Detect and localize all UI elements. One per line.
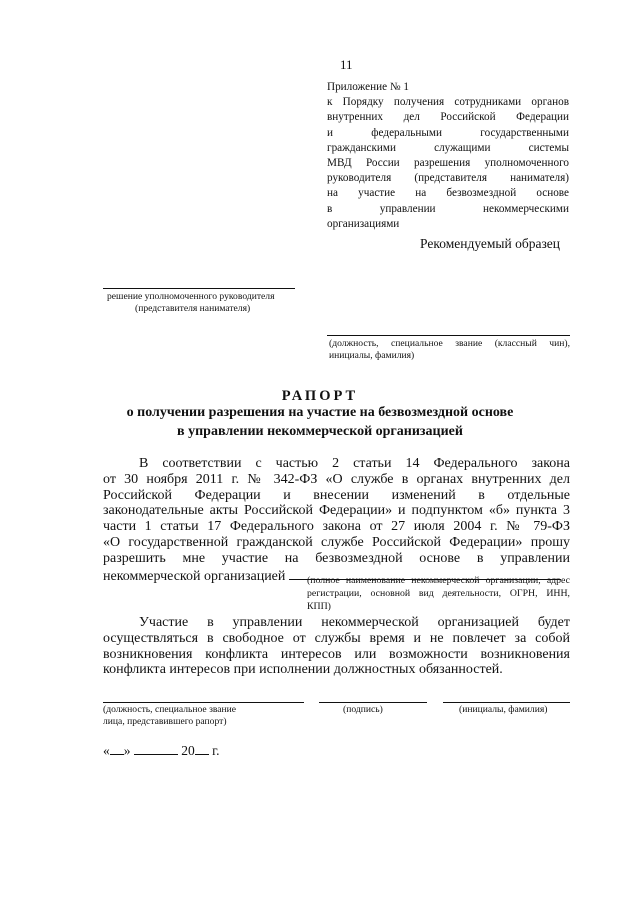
addressee-caption-line1: (должность, специальное звание (классный чин), bbox=[329, 338, 570, 349]
paragraph-line: разрешить мне участие на безвозмездной основе в управлении bbox=[103, 550, 570, 566]
year-field[interactable] bbox=[195, 742, 209, 755]
appendix-line: внутренних дел Российской Федерации bbox=[327, 111, 569, 124]
org-caption bbox=[307, 574, 570, 613]
recommended-sample-label: Рекомендуемый образец bbox=[420, 236, 561, 251]
appendix-line: к Порядку получения сотрудниками органов bbox=[327, 96, 569, 109]
page-number: 11 bbox=[340, 57, 353, 72]
appendix-line: и федеральными государственными bbox=[327, 126, 569, 139]
position-caption-line2: лица, представившего рапорт) bbox=[103, 716, 227, 727]
appendix-line: на участие на безвозмездной основе bbox=[327, 187, 569, 200]
position-caption-line1: (должность, специальное звание bbox=[103, 704, 237, 715]
paragraph-line: конфликта интересов при исполнении должностных обязанностей. bbox=[103, 662, 503, 678]
paragraph-line: законодательные акты Российской Федерации» и подпунктом «б» пункта 3 bbox=[103, 503, 570, 519]
name-line[interactable] bbox=[443, 702, 570, 703]
addressee-line bbox=[327, 335, 570, 336]
paragraph-line: «О государственной гражданской службе Российской Федерации» прошу bbox=[103, 534, 570, 550]
date-line bbox=[103, 742, 220, 759]
paragraph-line: части 1 статьи 17 Федерального закона от 27 июля 2004 г. № 79-ФЗ bbox=[103, 519, 570, 535]
decision-caption-line1: решение уполномоченного руководителя bbox=[107, 291, 275, 302]
request-paragraph bbox=[103, 456, 570, 582]
org-caption-line: регистрации, основной вид деятельности, ОГРН, ИНН, bbox=[307, 588, 570, 599]
month-field[interactable] bbox=[134, 742, 178, 755]
appendix-line: в управлении некоммерческими bbox=[327, 202, 569, 215]
org-caption-line: КПП) bbox=[307, 601, 331, 612]
paragraph-line: Участие в управлении некоммерческой организацией будет bbox=[139, 615, 570, 630]
name-caption: (инициалы, фамилия) bbox=[459, 704, 548, 715]
signature-caption: (подпись) bbox=[343, 704, 383, 715]
decision-caption-line2: (представителя нанимателя) bbox=[135, 303, 251, 314]
appendix-line: МВД России разрешения уполномоченного bbox=[327, 156, 569, 169]
paragraph-line: от 30 ноября 2011 г. № 342-ФЗ «О службе в органах внутренних дел bbox=[103, 471, 570, 487]
year-suffix: г. bbox=[212, 743, 220, 758]
org-caption-line: (полное наименование некоммерческой организации, адрес bbox=[307, 575, 570, 586]
appendix-line: организациями bbox=[327, 217, 400, 230]
date-open-quote: « bbox=[103, 743, 110, 758]
org-label: некоммерческой организацией bbox=[103, 568, 286, 584]
conflict-paragraph bbox=[103, 615, 570, 678]
day-field[interactable] bbox=[110, 742, 124, 755]
paragraph-line: В соответствии с частью 2 статьи 14 Федерального закона bbox=[139, 456, 570, 471]
signature-line[interactable] bbox=[319, 702, 427, 703]
appendix-heading bbox=[327, 80, 569, 232]
addressee-caption-line2: инициалы, фамилия) bbox=[329, 350, 415, 361]
position-line[interactable] bbox=[103, 702, 304, 703]
document-title: РАПОРТ bbox=[281, 388, 359, 404]
document-subtitle-line2: в управлении некоммерческой организацией bbox=[177, 424, 463, 439]
decision-line bbox=[103, 288, 295, 289]
document-subtitle-line1: о получении разрешения на участие на безвозмездной основе bbox=[126, 405, 514, 420]
appendix-line: гражданскими служащими системы bbox=[327, 141, 569, 154]
paragraph-line: осуществляться в свободное от службы время и не повлечет за собой bbox=[103, 630, 570, 646]
paragraph-line: возникновения конфликта интересов или возможности возникновения bbox=[103, 646, 570, 662]
appendix-line: руководителя (представителя нанимателя) bbox=[327, 172, 569, 185]
paragraph-line: Российской Федерации и внесении изменений в отдельные bbox=[103, 487, 570, 503]
appendix-line: Приложение № 1 bbox=[327, 81, 409, 93]
year-prefix: 20 bbox=[181, 743, 195, 758]
date-close-quote: » bbox=[123, 743, 131, 758]
